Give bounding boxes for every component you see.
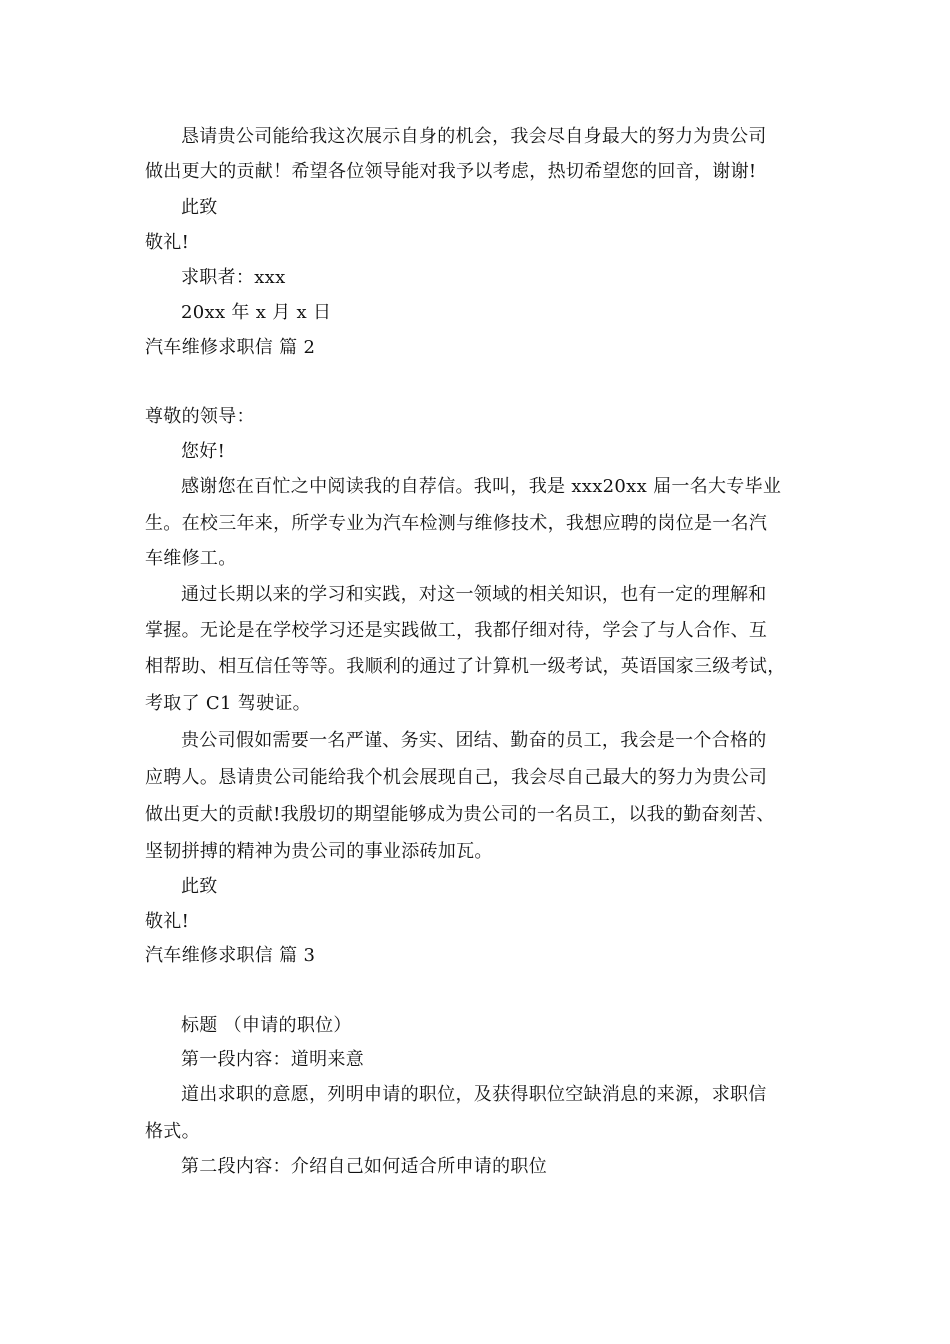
letter-date: 20xx 年 x 月 x 日	[181, 302, 332, 323]
text-line: 考取了 C1 驾驶证。	[145, 693, 311, 714]
text-line: 道出求职的意愿，列明申请的职位，及获得职位空缺消息的来源，求职信	[181, 1084, 767, 1105]
applicant-signature: 求职者：xxx	[181, 267, 286, 288]
salutation: 尊敬的领导：	[145, 406, 255, 427]
text-line: 相帮助、相互信任等等。我顺利的通过了计算机一级考试，英语国家三级考试，	[145, 656, 786, 677]
text-line: 做出更大的贡献！希望各位领导能对我予以考虑，热切希望您的回音，谢谢!	[145, 161, 757, 182]
text-line: 敬礼!	[145, 232, 190, 253]
text-line: 做出更大的贡献!我殷切的期望能够成为贵公司的一名员工，以我的勤奋刻苦、	[145, 804, 775, 825]
text-line: 掌握。无论是在学校学习还是实践做工，我都仔细对待，学会了与人合作、互	[145, 620, 768, 641]
section-heading: 汽车维修求职信 篇 3	[145, 945, 316, 966]
text-line: 通过长期以来的学习和实践，对这一领域的相关知识，也有一定的理解和	[181, 584, 767, 605]
text-line: 敬礼!	[145, 911, 190, 932]
text-line: 坚韧拼搏的精神为贵公司的事业添砖加瓦。	[145, 841, 493, 862]
text-line: 贵公司假如需要一名严谨、务实、团结、勤奋的员工，我会是一个合格的	[181, 730, 767, 751]
text-line: 生。在校三年来，所学专业为汽车检测与维修技术，我想应聘的岗位是一名汽	[145, 513, 768, 534]
text-line: 此致	[181, 197, 218, 218]
greeting: 您好!	[181, 441, 226, 462]
section-heading: 汽车维修求职信 篇 2	[145, 337, 316, 358]
text-line: 第二段内容：介绍自己如何适合所申请的职位	[181, 1156, 547, 1177]
text-line: 此致	[181, 876, 218, 897]
text-line: 标题 （申请的职位）	[181, 1015, 352, 1036]
text-line: 格式。	[145, 1121, 200, 1142]
text-line: 感谢您在百忙之中阅读我的自荐信。我叫，我是 xxx20xx 届一名大专毕业	[181, 476, 782, 497]
text-line: 应聘人。恳请贵公司能给我个机会展现自己，我会尽自己最大的努力为贵公司	[145, 767, 768, 788]
text-line: 恳请贵公司能给我这次展示自身的机会，我会尽自身最大的努力为贵公司	[181, 126, 767, 147]
text-line: 第一段内容：道明来意	[181, 1049, 364, 1070]
text-line: 车维修工。	[145, 548, 237, 569]
